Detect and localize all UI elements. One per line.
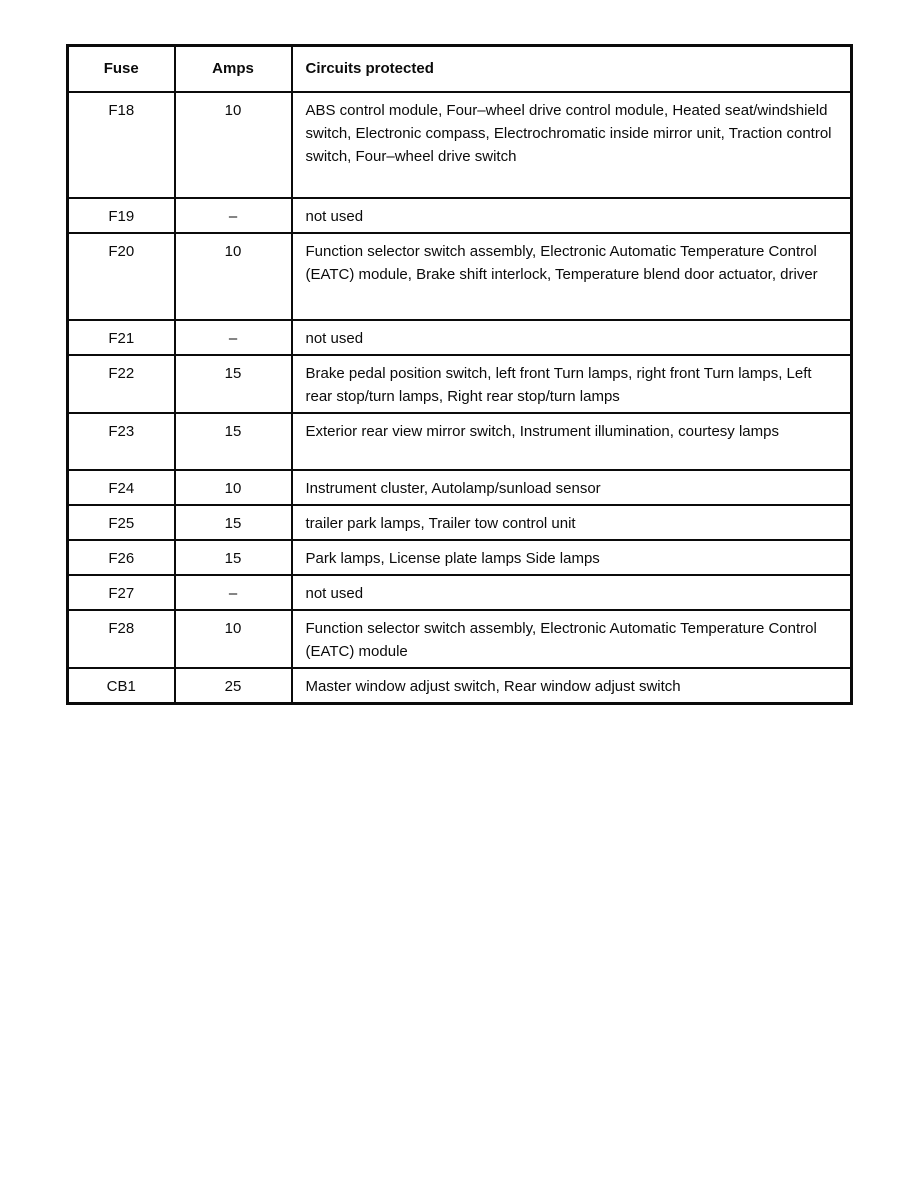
fuse-cell: F24 bbox=[68, 470, 175, 505]
amps-cell: 10 bbox=[175, 470, 292, 505]
table-row bbox=[68, 198, 852, 233]
table-row bbox=[68, 233, 852, 320]
circuits-cell: Brake pedal position switch, left front Turn lamps, right front Turn lamps, Left rear stop/turn lamps, Right rear stop/turn lamps bbox=[292, 355, 852, 413]
fuse-cell: F23 bbox=[68, 413, 175, 470]
amps-cell: – bbox=[175, 198, 292, 233]
table-row bbox=[68, 355, 852, 413]
circuits-cell: trailer park lamps, Trailer tow control unit bbox=[292, 505, 852, 540]
circuits-cell: Function selector switch assembly, Electronic Automatic Temperature Control (EATC) module, Brake shift interlock, Temperature blend door actuator, driver bbox=[292, 233, 852, 320]
circuits-cell: Function selector switch assembly, Electronic Automatic Temperature Control (EATC) module bbox=[292, 610, 852, 668]
table-row bbox=[68, 470, 852, 505]
amps-cell: 10 bbox=[175, 92, 292, 198]
table-row bbox=[68, 505, 852, 540]
fuse-cell: F27 bbox=[68, 575, 175, 610]
fuse-cell: F26 bbox=[68, 540, 175, 575]
fuse-cell: CB1 bbox=[68, 668, 175, 704]
circuits-cell: not used bbox=[292, 575, 852, 610]
amps-cell: 15 bbox=[175, 355, 292, 413]
amps-cell: 15 bbox=[175, 413, 292, 470]
circuits-cell: Exterior rear view mirror switch, Instrument illumination, courtesy lamps bbox=[292, 413, 852, 470]
table-row bbox=[68, 92, 852, 198]
fuse-cell: F21 bbox=[68, 320, 175, 355]
circuits-cell: Park lamps, License plate lamps Side lamps bbox=[292, 540, 852, 575]
circuits-cell: Master window adjust switch, Rear window adjust switch bbox=[292, 668, 852, 704]
fuse-cell: F22 bbox=[68, 355, 175, 413]
circuits-cell: not used bbox=[292, 320, 852, 355]
header-fuse: Fuse bbox=[68, 46, 175, 92]
amps-cell: – bbox=[175, 575, 292, 610]
table-row bbox=[68, 413, 852, 470]
fuse-cell: F25 bbox=[68, 505, 175, 540]
amps-cell: 25 bbox=[175, 668, 292, 704]
header-circuits-protected: Circuits protected bbox=[292, 46, 852, 92]
amps-cell: 15 bbox=[175, 540, 292, 575]
amps-cell: – bbox=[175, 320, 292, 355]
fuse-cell: F18 bbox=[68, 92, 175, 198]
table-row bbox=[68, 540, 852, 575]
fuse-cell: F20 bbox=[68, 233, 175, 320]
fuse-table bbox=[66, 44, 853, 705]
amps-cell: 10 bbox=[175, 233, 292, 320]
table-row bbox=[68, 668, 852, 704]
fuse-cell: F19 bbox=[68, 198, 175, 233]
circuits-cell: ABS control module, Four–wheel drive control module, Heated seat/windshield switch, Electronic compass, Electrochromatic inside mirror unit, Traction control switch, Four–wheel drive switch bbox=[292, 92, 852, 198]
amps-cell: 10 bbox=[175, 610, 292, 668]
table-row bbox=[68, 575, 852, 610]
fuse-cell: F28 bbox=[68, 610, 175, 668]
table-row bbox=[68, 320, 852, 355]
header-amps: Amps bbox=[175, 46, 292, 92]
table-row bbox=[68, 610, 852, 668]
circuits-cell: Instrument cluster, Autolamp/sunload sensor bbox=[292, 470, 852, 505]
amps-cell: 15 bbox=[175, 505, 292, 540]
circuits-cell: not used bbox=[292, 198, 852, 233]
table-header-row bbox=[68, 46, 852, 92]
